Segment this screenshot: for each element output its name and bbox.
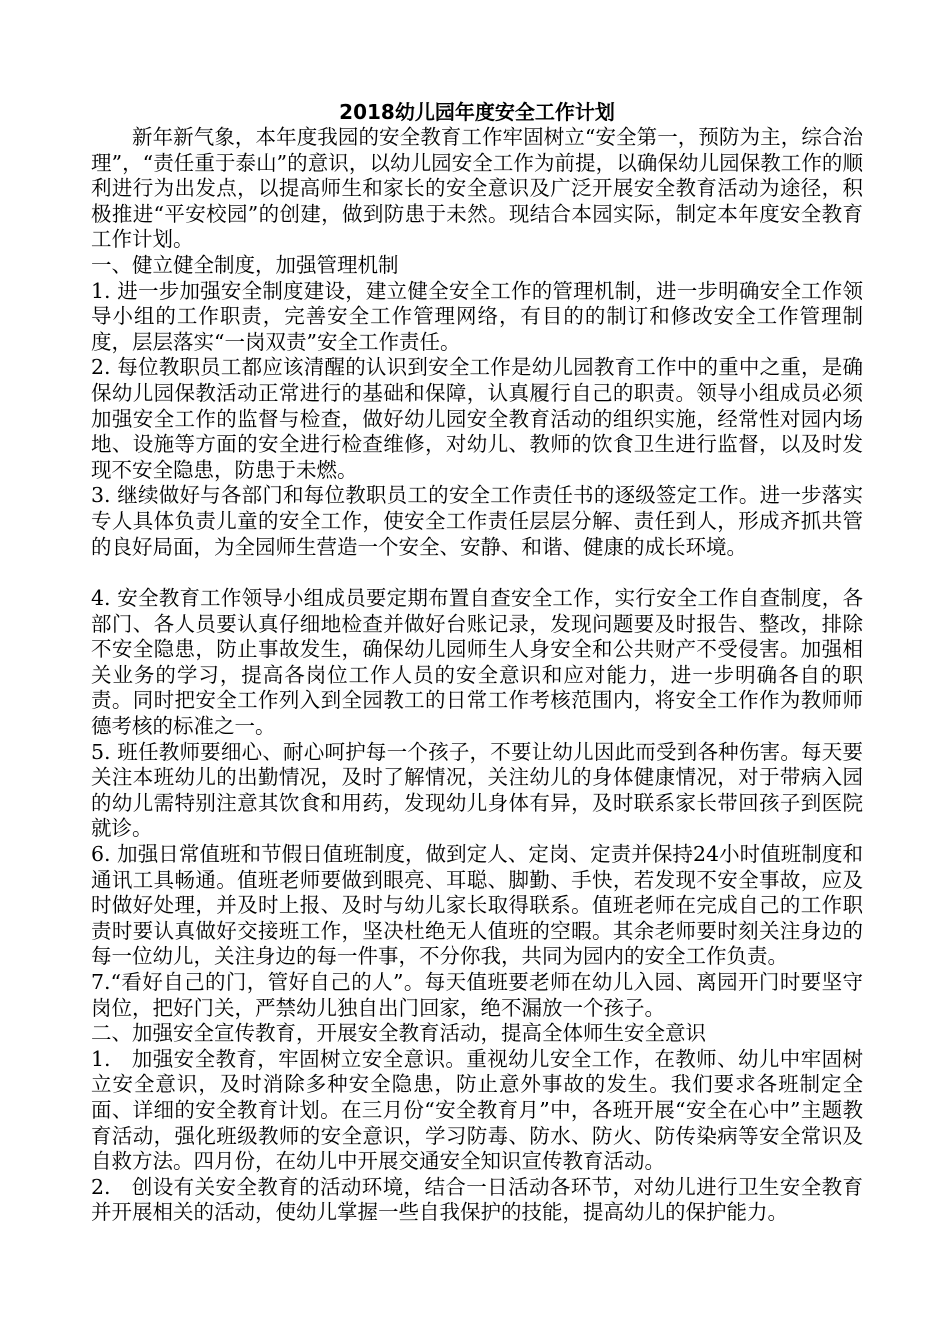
blank-line: [91, 560, 863, 586]
intro-paragraph: 新年新气象，本年度我园的安全教育工作牢固树立“安全第一，预防为主，综合治理”，“责任重于泰山”的意识，以幼儿园安全工作为前提，以确保幼儿园保教工作的顺利进行为出发点，以提高师生和家长的安全意识及广泛开展安全教育活动为途径，积极推进“平安校园”的创建，做到防患于未然。现结合本园实际，制定本年度安全教育工作计划。: [91, 125, 863, 252]
section-1-heading: 一、健立健全制度，加强管理机制: [91, 252, 399, 277]
section-1-item-1: 1. 进一步加强安全制度建设，建立健全安全工作的管理机制，进一步明确安全工作领导小组的工作职责，完善安全工作管理网络，有目的的制订和修改安全工作管理制度，层层落实“一岗双责”安全工作责任。: [91, 278, 863, 354]
section-1-item-7: 7.“看好自己的门，管好自己的人”。每天值班要老师在幼儿入园、离园开门时要坚守岗位，把好门关，严禁幼儿独自出门回家，绝不漏放一个孩子。: [91, 970, 863, 1020]
section-2-heading: 二、加强安全宣传教育，开展安全教育活动，提高全体师生安全意识: [91, 1021, 706, 1046]
section-2-item-2: 2. 创设有关安全教育的活动环境，结合一日活动各环节，对幼儿进行卫生安全教育并开展相关的活动，使幼儿掌握一些自我保护的技能，提高幼儿的保护能力。: [91, 1174, 863, 1225]
document-page: [91, 96, 863, 1226]
section-1-item-6: 6. 加强日常值班和节假日值班制度，做到定人、定岗、定责并保持24小时值班制度和通讯工具畅通。值班老师要做到眼亮、耳聪、脚勤、手快，若发现不安全事故，应及时做好处理，并及时上报、及时与幼儿家长取得联系。值班老师在完成自己的工作职责时要认真做好交接班工作，坚决杜绝无人值班的空暇。其余老师要时刻关注身边的每一位幼儿，关注身边的每一件事，不分你我，共同为园内的安全工作负责。: [91, 842, 863, 969]
section-1-item-5: 5. 班任教师要细心、耐心呵护每一个孩子，不要让幼儿因此而受到各种伤害。每天要关注本班幼儿的出勤情况，及时了解情况，关注幼儿的身体健康情况，对于带病入园的幼儿需特别注意其饮食和用药，发现幼儿身体有异，及时联系家长带回孩子到医院就诊。: [91, 739, 863, 841]
section-2-item-1: 1. 加强安全教育，牢固树立安全意识。重视幼儿安全工作，在教师、幼儿中牢固树立安全意识，及时消除多种安全隐患，防止意外事故的发生。我们要求各班制定全面、详细的安全教育计划。在三月份“安全教育月”中，各班开展“安全在心中”主题教育活动，强化班级教师的安全意识，学习防毒、防水、防火、防传染病等安全常识及自救方法。四月份，在幼儿中开展交通安全知识宣传教育活动。: [91, 1046, 863, 1174]
document-title: 2018幼儿园年度安全工作计划: [339, 100, 615, 124]
section-1-item-4: 4. 安全教育工作领导小组成员要定期布置自查安全工作，实行安全工作自查制度，各部门、各人员要认真仔细地检查并做好台账记录，发现问题要及时报告、整改，排除不安全隐患，防止事故发生，确保幼儿园师生人身安全和公共财产不受侵害。加强相关业务的学习，提高各岗位工作人员的安全意识和应对能力，进一步明确各自的职责。同时把安全工作列入到全园教工的日常工作考核范围内，将安全工作作为教师师德考核的标准之一。: [91, 586, 863, 739]
section-1-item-3: 3. 继续做好与各部门和每位教职员工的安全工作责任书的逐级签定工作。进一步落实专人具体负责儿童的安全工作，使安全工作责任层层分解、责任到人，形成齐抓共管的良好局面，为全园师生营造一个安全、安静、和谐、健康的成长环境。: [91, 483, 863, 559]
section-1-item-2: 2. 每位教职员工都应该清醒的认识到安全工作是幼儿园教育工作中的重中之重，是确保幼儿园保教活动正常进行的基础和保障，认真履行自己的职责。领导小组成员必须加强安全工作的监督与检查，做好幼儿园安全教育活动的组织实施，经常性对园内场地、设施等方面的安全进行检查维修，对幼儿、教师的饮食卫生进行监督，以及时发现不安全隐患，防患于未燃。: [91, 355, 863, 482]
